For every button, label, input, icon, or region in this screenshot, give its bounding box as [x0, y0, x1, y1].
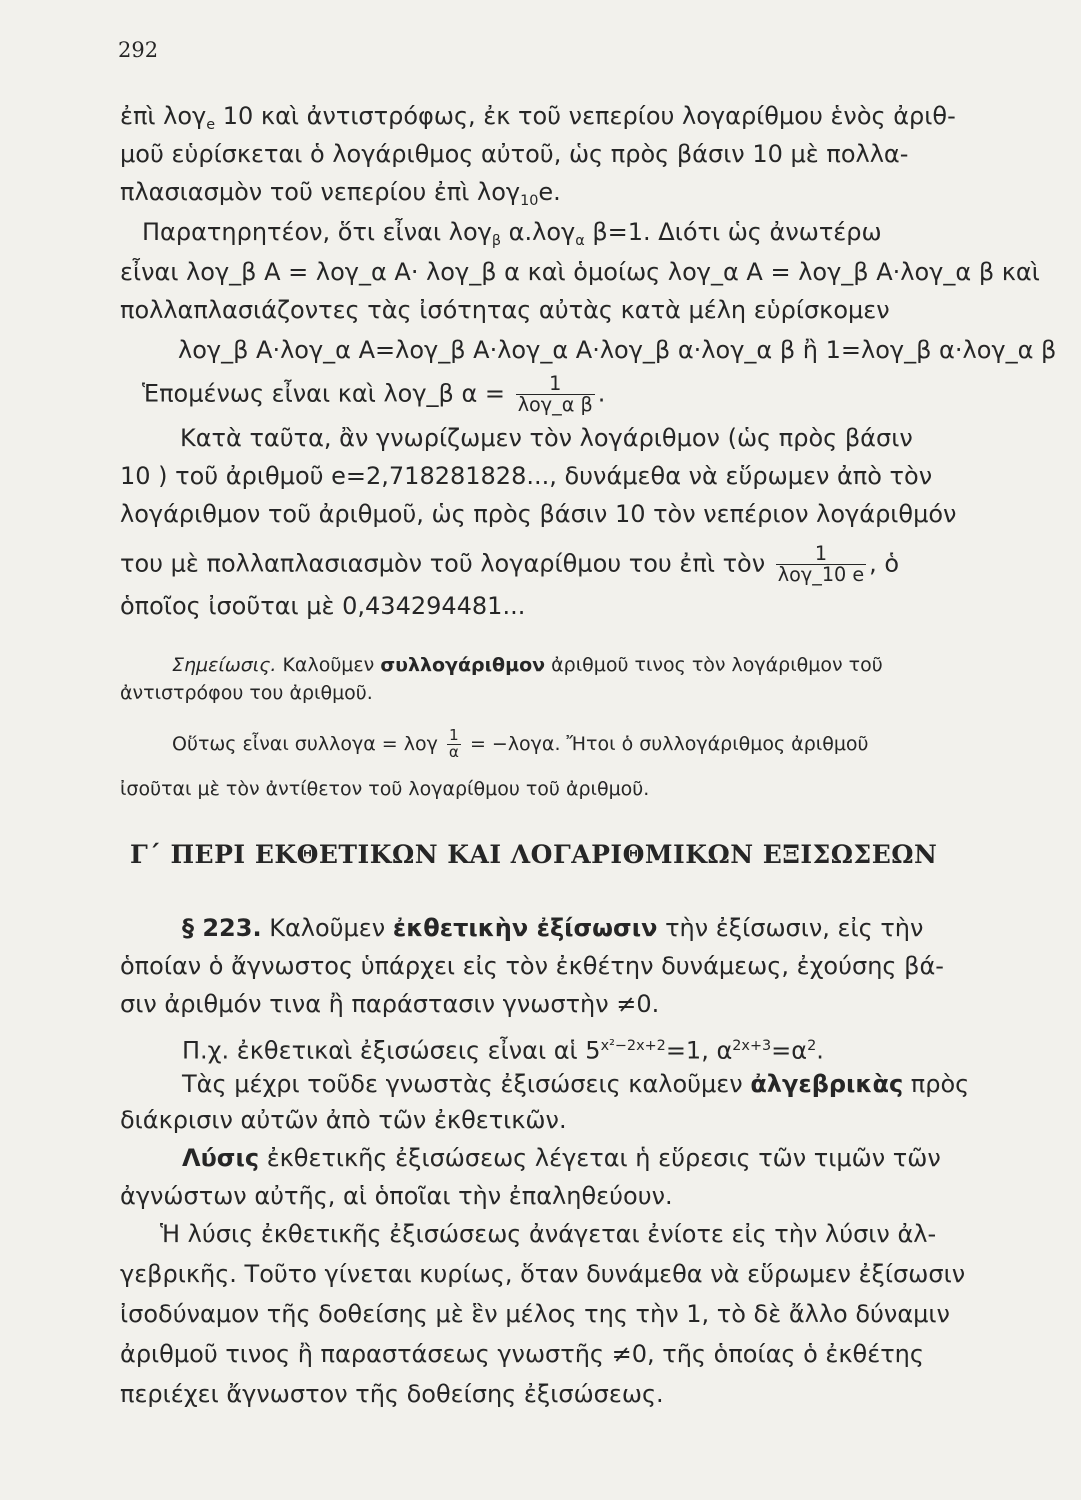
superscript: 2x+3 [732, 1038, 772, 1054]
fraction [447, 728, 461, 761]
note-line [172, 728, 1032, 761]
text-line: πολλαπλασιάζοντες τὰς ἰσότητας αὐτὰς κατὰ μέλη εὑρίσκομεν [120, 296, 890, 324]
fraction-denominator: α [448, 742, 459, 761]
text-line: Κατὰ ταῦτα, ἂν γνωρίζωμεν τὸν λογάριθμον (ὡς πρὸς βάσιν [180, 424, 913, 452]
text-span: =1, α [665, 1036, 733, 1065]
text-line: ὁποίαν ὁ ἄγνωστος ὑπάρχει εἰς τὸν ἐκθέτην δυνάμεως, ἐχούσης βά- [120, 952, 944, 980]
note-line: ἰσοῦται μὲ τὸν ἀντίθετον τοῦ λογαρίθμου τοῦ ἀριθμοῦ. [120, 778, 650, 800]
text-line [182, 1142, 1042, 1174]
text-span: Παρατηρητέον, ὅτι εἶναι λογ [142, 218, 492, 246]
text-line [182, 912, 1042, 944]
text-span: e. [538, 178, 561, 206]
text-line: ἀγνώστων αὐτῆς, αἱ ὁποῖαι τὴν ἐπαληθεύουν. [120, 1182, 673, 1210]
text-span: ἐκθετικῆς ἐξισώσεως λέγεται ἡ εὕρεσις τῶν τιμῶν τῶν [259, 1144, 941, 1172]
section-number: § 223. [182, 914, 262, 942]
text-line: ἰσοδύναμον τῆς δοθείσης μὲ ἓν μέλος της τὴν 1, τὸ δὲ ἄλλο δύναμιν [120, 1300, 950, 1328]
text-span: ἀριθμοῦ τινος τὸν λογάριθμον τοῦ [545, 654, 883, 676]
text-span: ἐπὶ λογ [120, 102, 207, 130]
text-span: . [816, 1036, 824, 1065]
text-span: πλασιασμὸν τοῦ νεπερίου ἐπὶ λογ [120, 178, 521, 206]
text-span: α.λογ [501, 218, 576, 246]
subscript: β [491, 233, 502, 250]
superscript: x²−2x+2 [600, 1038, 666, 1054]
defined-term: Λύσις [182, 1144, 260, 1172]
text-span: Καλοῦμεν [276, 654, 381, 676]
text-span: τὴν ἐξίσωσιν, εἰς τὴν [657, 914, 924, 942]
text-line: ὁποῖος ἰσοῦται μὲ 0,434294481... [120, 592, 526, 620]
page-number: 292 [118, 38, 159, 62]
subscript: e [206, 117, 216, 134]
note-line: ἀντιστρόφου του ἀριθμοῦ. [120, 682, 373, 704]
fraction-numerator: 1 [516, 374, 595, 395]
text-line: Ἡ λύσις ἐκθετικῆς ἐξισώσεως ἀνάγεται ἐνίοτε εἰς τὴν λύσιν ἀλ- [160, 1220, 937, 1248]
text-line: εἶναι λογ_β Α = λογ_α Α· λογ_β α καὶ ὁμοίως λογ_α Α = λογ_β Α·λογ_α β καὶ [120, 258, 1040, 286]
text-line [182, 1030, 1042, 1067]
defined-term: ἐκθετικὴν ἐξίσωσιν [392, 914, 658, 942]
fraction [776, 544, 866, 585]
text-line: μοῦ εὑρίσκεται ὁ λογάριθμος αὐτοῦ, ὡς πρὸς βάσιν 10 μὲ πολλα- [120, 140, 909, 168]
fraction [516, 374, 595, 415]
text-span: του μὲ πολλαπλασιασμὸν τοῦ λογαρίθμου του ἐπὶ τὸν [120, 549, 766, 578]
text-span: =α [771, 1036, 808, 1065]
subscript: 10 [520, 193, 539, 210]
note-label: Σημείωσις. [172, 654, 277, 676]
text-span: Οὕτως εἶναι συλλογα = λογ [172, 732, 438, 755]
defined-term: ἀλγεβρικὰς [750, 1070, 904, 1098]
note-line [172, 652, 1032, 678]
text-line [142, 216, 1002, 257]
text-span: = −λογα. Ἤτοι ὁ συλλογάριθμος ἀριθμοῦ [469, 732, 869, 755]
text-line: διάκρισιν αὐτῶν ἀπὸ τῶν ἐκθετικῶν. [120, 1106, 567, 1134]
text-line: λογάριθμον τοῦ ἀριθμοῦ, ὡς πρὸς βάσιν 10 τὸν νεπέριον λογάριθμόν [120, 500, 957, 528]
text-line: ἀριθμοῦ τινος ἢ παραστάσεως γνωστῆς ≠0, τῆς ὁποίας ὁ ἐκθέτης [120, 1340, 924, 1368]
text-span: Τὰς μέχρι τοῦδε γνωστὰς ἐξισώσεις καλοῦμεν [182, 1070, 751, 1098]
subscript: α [575, 233, 585, 250]
text-line: 10 ) τοῦ ἀριθμοῦ e=2,718281828..., δυνάμεθα νὰ εὕρωμεν ἀπὸ τὸν [120, 462, 933, 490]
defined-term: συλλογάριθμον [380, 654, 546, 676]
fraction-denominator: λογ_10 e [777, 563, 865, 587]
text-span: 10 καὶ ἀντιστρόφως, ἐκ τοῦ νεπερίου λογαρίθμου ἑνὸς ἀριθ- [215, 102, 956, 130]
text-line: γεβρικῆς. Τοῦτο γίνεται κυρίως, ὅταν δυνάμεθα νὰ εὕρωμεν ἐξίσωσιν [120, 1260, 966, 1288]
text-line [120, 176, 980, 217]
fraction-numerator: 1 [776, 544, 866, 565]
text-line [120, 544, 980, 585]
text-line: λογ_β Α·λογ_α Α=λογ_β Α·λογ_α Α·λογ_β α·λογ_α β ἢ 1=λογ_β α·λογ_α β [178, 336, 1057, 364]
text-span: Ἑπομένως εἶναι καὶ λογ_β α = [142, 379, 506, 408]
text-line: περιέχει ἄγνωστον τῆς δοθείσης ἐξισώσεως. [120, 1380, 664, 1408]
text-span: β=1. Διότι ὡς ἀνωτέρω [584, 218, 882, 246]
section-heading: Γ΄ ΠΕΡΙ ΕΚΘΕΤΙΚΩΝ ΚΑΙ ΛΟΓΑΡΙΘΜΙΚΩΝ ΕΞΙΣΩΣΕΩΝ [130, 840, 938, 869]
text-span: πρὸς [903, 1070, 970, 1098]
text-line [120, 100, 980, 141]
text-line: σιν ἀριθμόν τινα ἢ παράστασιν γνωστὴν ≠0. [120, 990, 660, 1018]
fraction-numerator: 1 [447, 728, 461, 745]
text-span: Π.χ. ἐκθετικαὶ ἐξισώσεις εἶναι αἱ 5 [182, 1036, 601, 1065]
text-line [182, 1068, 1042, 1100]
superscript: 2 [807, 1038, 817, 1054]
text-span: , ὁ [869, 549, 900, 578]
text-span: Καλοῦμεν [261, 914, 393, 942]
text-line: Ἑπομένως εἶναι καὶ λογ_β α = $\frac{1}{\text{λογ\_α β}}$ . [142, 372, 606, 417]
fraction-denominator: λογ_α β [517, 393, 593, 417]
